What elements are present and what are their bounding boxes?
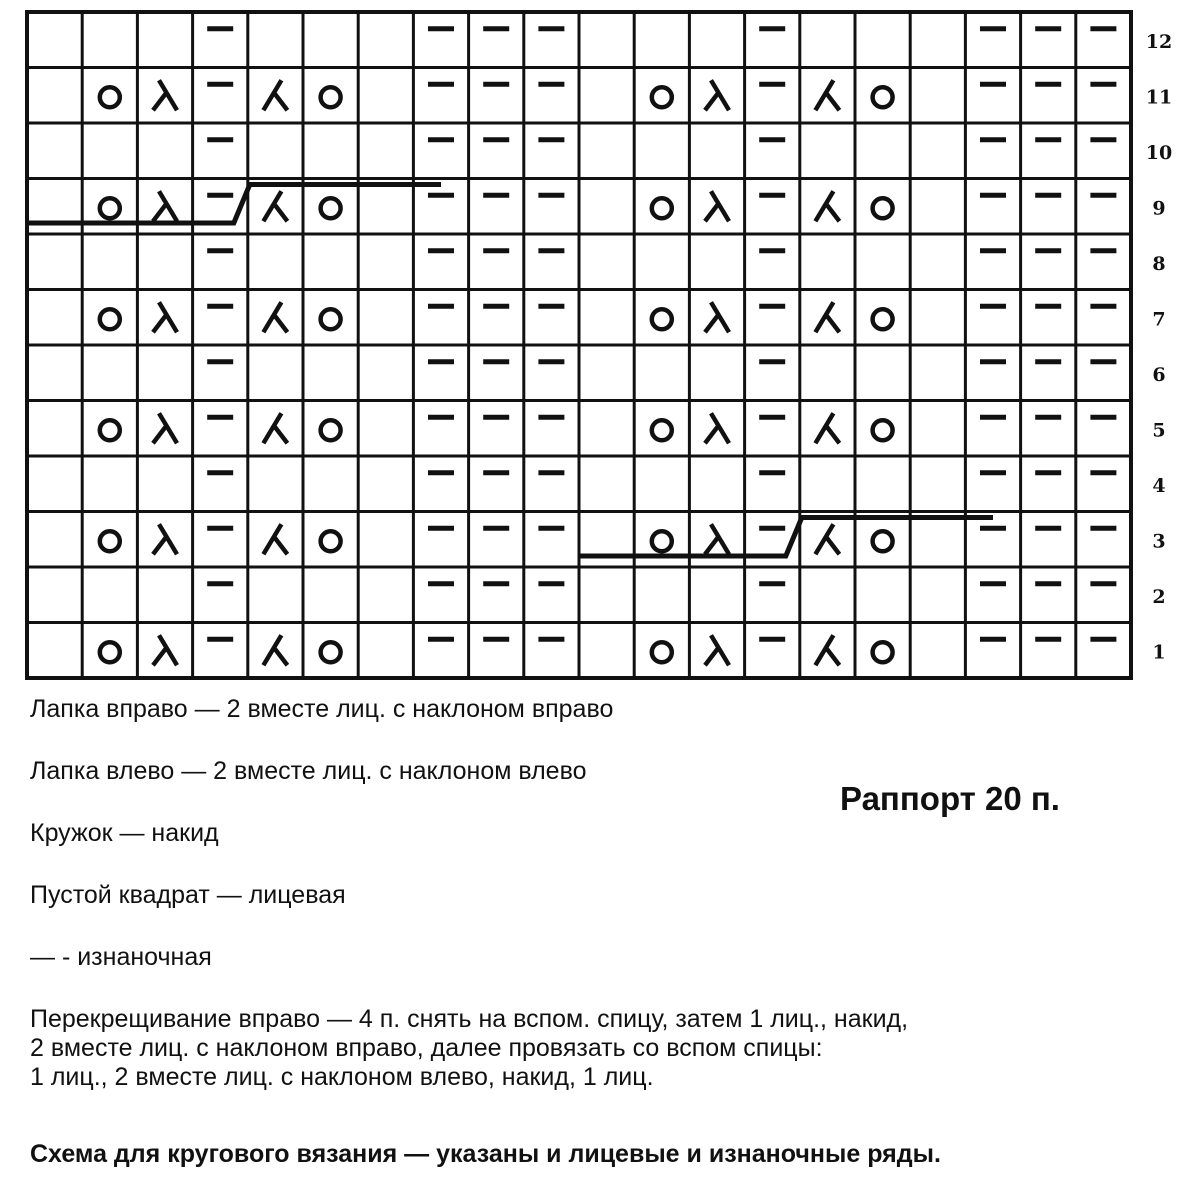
row-number-label: 9 <box>1152 197 1166 220</box>
crossing-line-2: 2 вместе лиц. с наклоном вправо, далее провязать со вспом спицы: <box>30 1034 823 1062</box>
row-number-label: 4 <box>1152 474 1166 497</box>
chart-note: Схема для кругового вязания — указаны и лицевые и изнаночные ряды. <box>30 1140 941 1168</box>
row-number-label: 6 <box>1152 363 1166 386</box>
row-number-label: 7 <box>1152 308 1166 331</box>
crossing-line-3: 1 лиц., 2 вместе лиц. с наклоном влево, накид, 1 лиц. <box>30 1063 654 1091</box>
row-number-label: 3 <box>1152 530 1166 553</box>
row-number-label: 2 <box>1152 585 1166 608</box>
row-number-label: 8 <box>1152 252 1166 275</box>
row-number-label: 5 <box>1152 419 1166 442</box>
row-number-label: 11 <box>1145 86 1173 109</box>
legend-knit: Пустой квадрат — лицевая <box>30 881 346 909</box>
crossing-line-1: Перекрещивание вправо — 4 п. снять на вспом. спицу, затем 1 лиц., накид, <box>30 1005 909 1033</box>
row-number-label: 1 <box>1152 641 1166 664</box>
legend-right-decrease: Лапка вправо — 2 вместе лиц. с наклоном вправо <box>30 695 614 723</box>
crossing-description <box>30 1005 908 1092</box>
legend-purl: — - изнаночная <box>30 943 212 971</box>
row-number-label: 12 <box>1145 30 1173 53</box>
rapport-label: Раппорт 20 п. <box>840 780 1060 817</box>
row-number-label: 10 <box>1145 141 1173 164</box>
legend-yarn-over: Кружок — накид <box>30 819 219 847</box>
legend-left-decrease: Лапка влево — 2 вместе лиц. с наклоном влево <box>30 757 587 785</box>
